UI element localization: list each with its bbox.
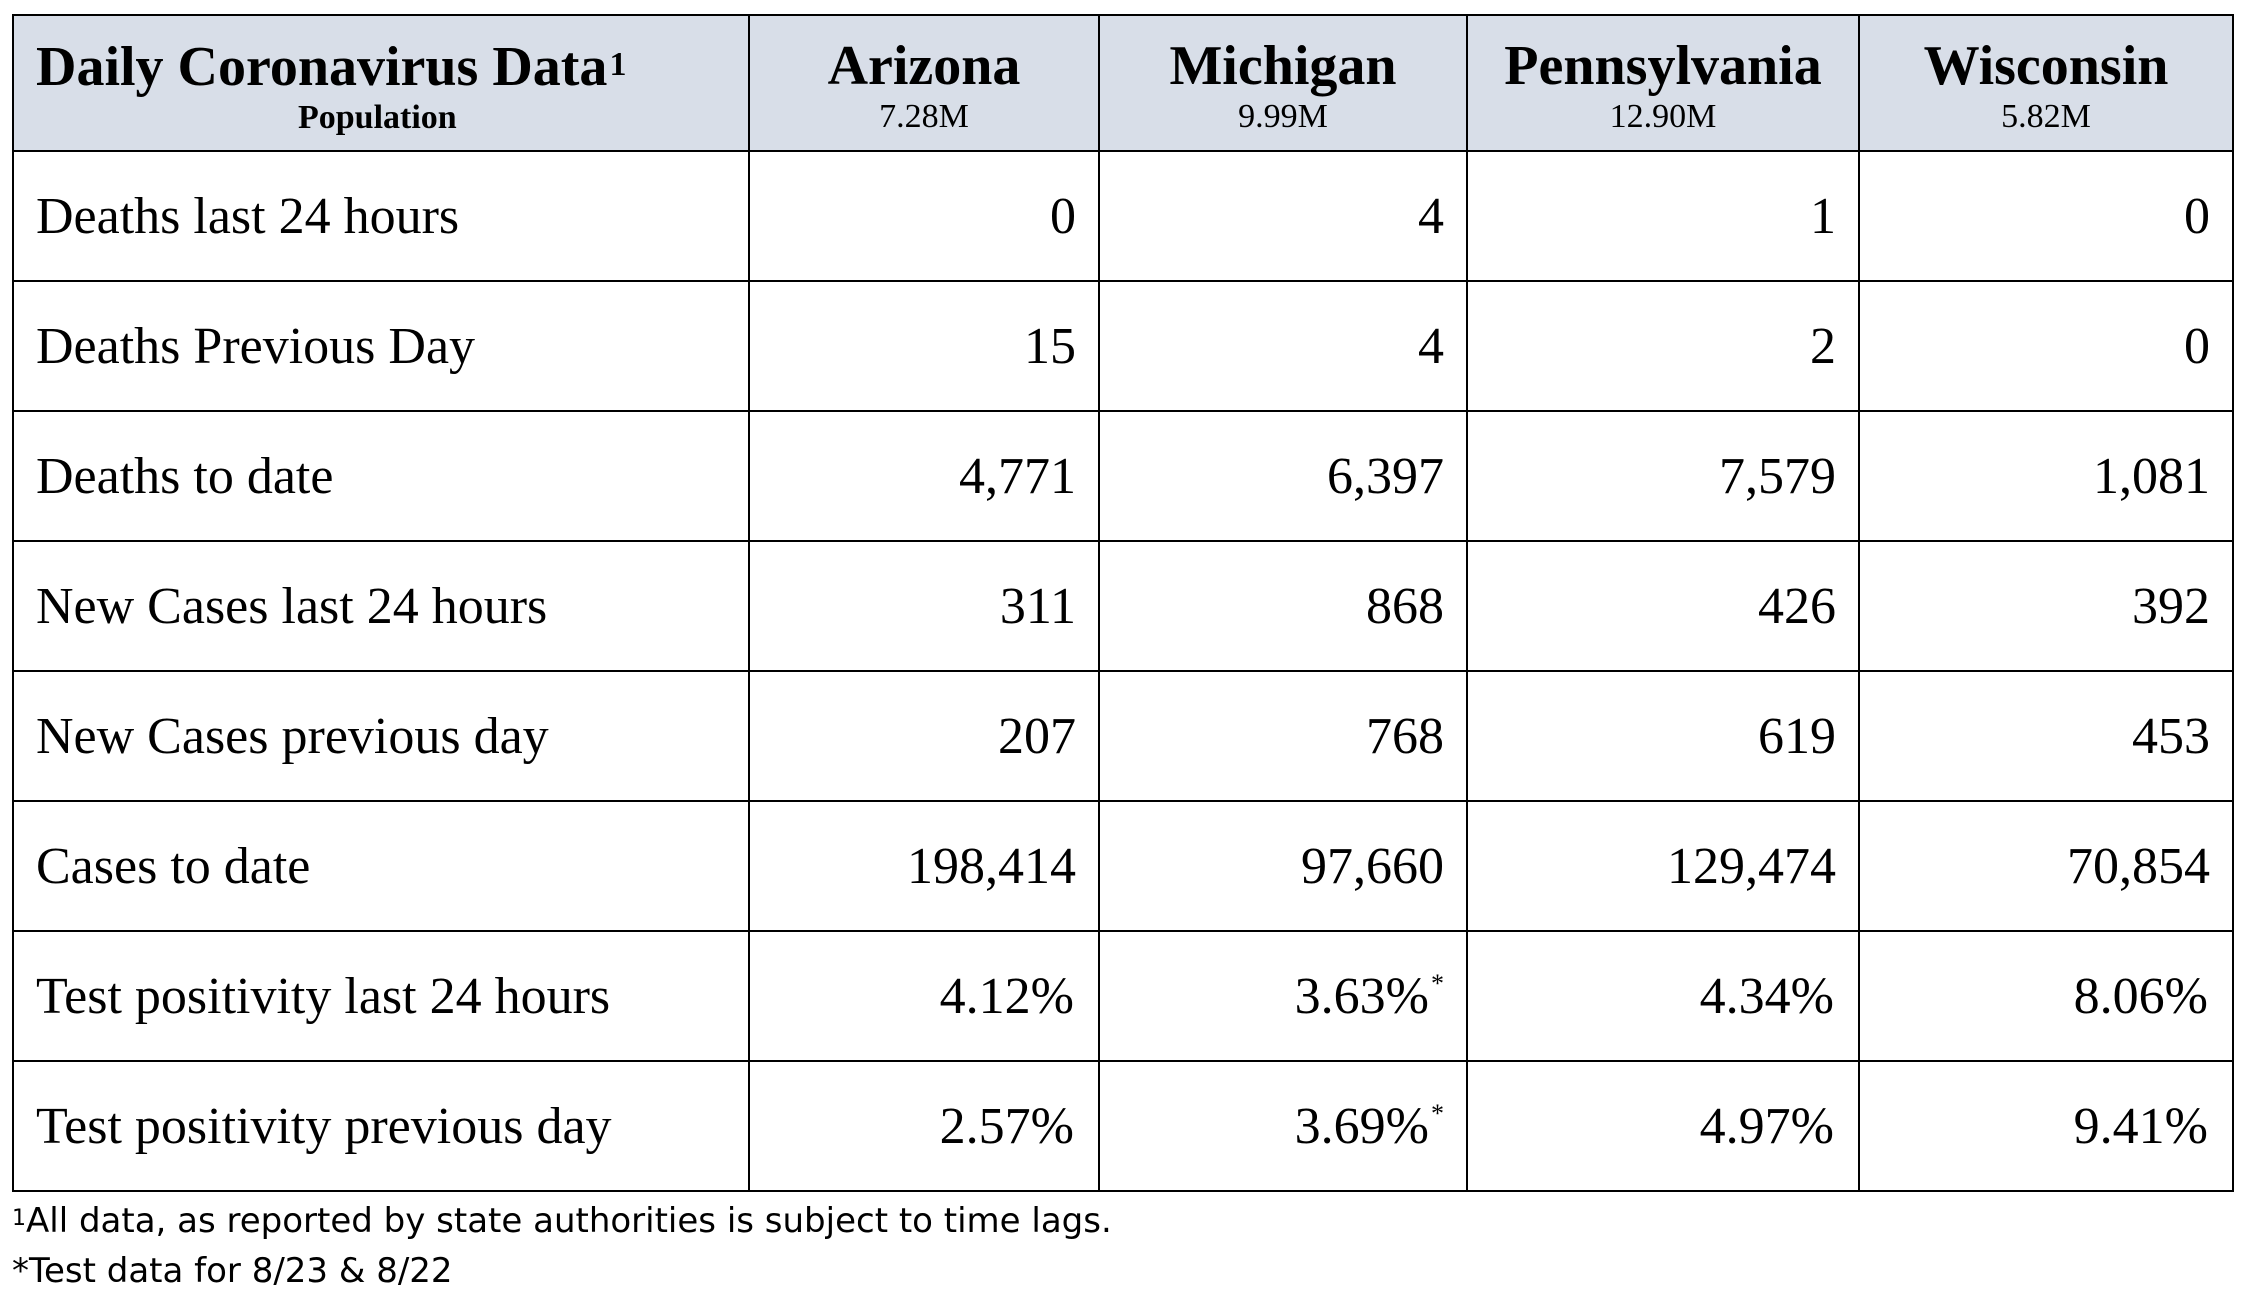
table-cell: 4: [1099, 151, 1467, 281]
table-cell: 4.34%: [1467, 931, 1859, 1061]
table-cell: 207: [749, 671, 1099, 801]
footnote-1-text: All data, as reported by state authorities is subject to time lags.: [26, 1201, 1112, 1241]
table-cell: 2.57%: [749, 1061, 1099, 1191]
footnote-mark: *: [1431, 968, 1444, 998]
table-cell: 868: [1099, 541, 1467, 671]
table-cell: 4.97%: [1467, 1061, 1859, 1191]
row-label: Deaths last 24 hours: [13, 151, 749, 281]
table-cell: 0: [749, 151, 1099, 281]
table-cell: 392: [1859, 541, 2233, 671]
column-header-pennsylvania: [1467, 15, 1859, 151]
table-cell: 2: [1467, 281, 1859, 411]
table-cell: 0: [1859, 151, 2233, 281]
row-label: Cases to date: [13, 801, 749, 931]
table-cell: 4.12%: [749, 931, 1099, 1061]
table-cell: 3.69%*: [1099, 1061, 1467, 1191]
table-cell: 1,081: [1859, 411, 2233, 541]
table-cell: 1: [1467, 151, 1859, 281]
table-cell: 7,579: [1467, 411, 1859, 541]
table-cell: 426: [1467, 541, 1859, 671]
footnotes: [12, 1196, 1112, 1296]
table-cell: 15: [749, 281, 1099, 411]
table-cell: 8.06%: [1859, 931, 2233, 1061]
table-cell: 768: [1099, 671, 1467, 801]
table-row: [13, 541, 2233, 671]
state-name: Pennsylvania: [1504, 35, 1822, 97]
footnote-mark: *: [1431, 1098, 1444, 1128]
title-footnote-mark: 1: [609, 46, 627, 83]
table-cell: 311: [749, 541, 1099, 671]
row-label: New Cases previous day: [13, 671, 749, 801]
table-row: [13, 931, 2233, 1061]
state-name: Michigan: [1169, 35, 1397, 97]
coronavirus-data-table: [12, 14, 2234, 1192]
population-label: Population: [298, 99, 457, 136]
table-title: Daily Coronavirus Data$^1$: [36, 36, 627, 98]
row-label: Test positivity last 24 hours: [13, 931, 749, 1061]
table-row: [13, 151, 2233, 281]
state-population: 7.28M: [879, 98, 969, 135]
table-row: [13, 281, 2233, 411]
row-label: Deaths Previous Day: [13, 281, 749, 411]
table-row: [13, 411, 2233, 541]
table-cell: 97,660: [1099, 801, 1467, 931]
column-header-wisconsin: [1859, 15, 2233, 151]
footnote-1-mark: 1: [12, 1206, 26, 1231]
table-cell: 198,414: [749, 801, 1099, 931]
table-cell: 453: [1859, 671, 2233, 801]
table-cell: 6,397: [1099, 411, 1467, 541]
footnote-2: *Test data for 8/23 & 8/22: [12, 1251, 453, 1291]
column-header-michigan: [1099, 15, 1467, 151]
table-row: [13, 671, 2233, 801]
table-cell: 4: [1099, 281, 1467, 411]
table-cell: 4,771: [749, 411, 1099, 541]
state-population: 5.82M: [2001, 98, 2091, 135]
table-cell: 0: [1859, 281, 2233, 411]
table-cell: 70,854: [1859, 801, 2233, 931]
table-cell: 9.41%: [1859, 1061, 2233, 1191]
row-label: Test positivity previous day: [13, 1061, 749, 1191]
row-label: Deaths to date: [13, 411, 749, 541]
data-table-container: [12, 14, 2234, 1192]
footnote-1: [12, 1196, 1112, 1246]
header-row: [13, 15, 2233, 151]
state-population: 12.90M: [1609, 98, 1717, 135]
column-header-arizona: [749, 15, 1099, 151]
row-label: New Cases last 24 hours: [13, 541, 749, 671]
table-row: [13, 801, 2233, 931]
state-name: Wisconsin: [1923, 35, 2169, 97]
table-cell: 619: [1467, 671, 1859, 801]
state-name: Arizona: [827, 35, 1021, 97]
table-cell: 3.63%*: [1099, 931, 1467, 1061]
state-population: 9.99M: [1238, 98, 1328, 135]
table-cell: 129,474: [1467, 801, 1859, 931]
table-title-cell: [13, 15, 749, 151]
table-row: [13, 1061, 2233, 1191]
